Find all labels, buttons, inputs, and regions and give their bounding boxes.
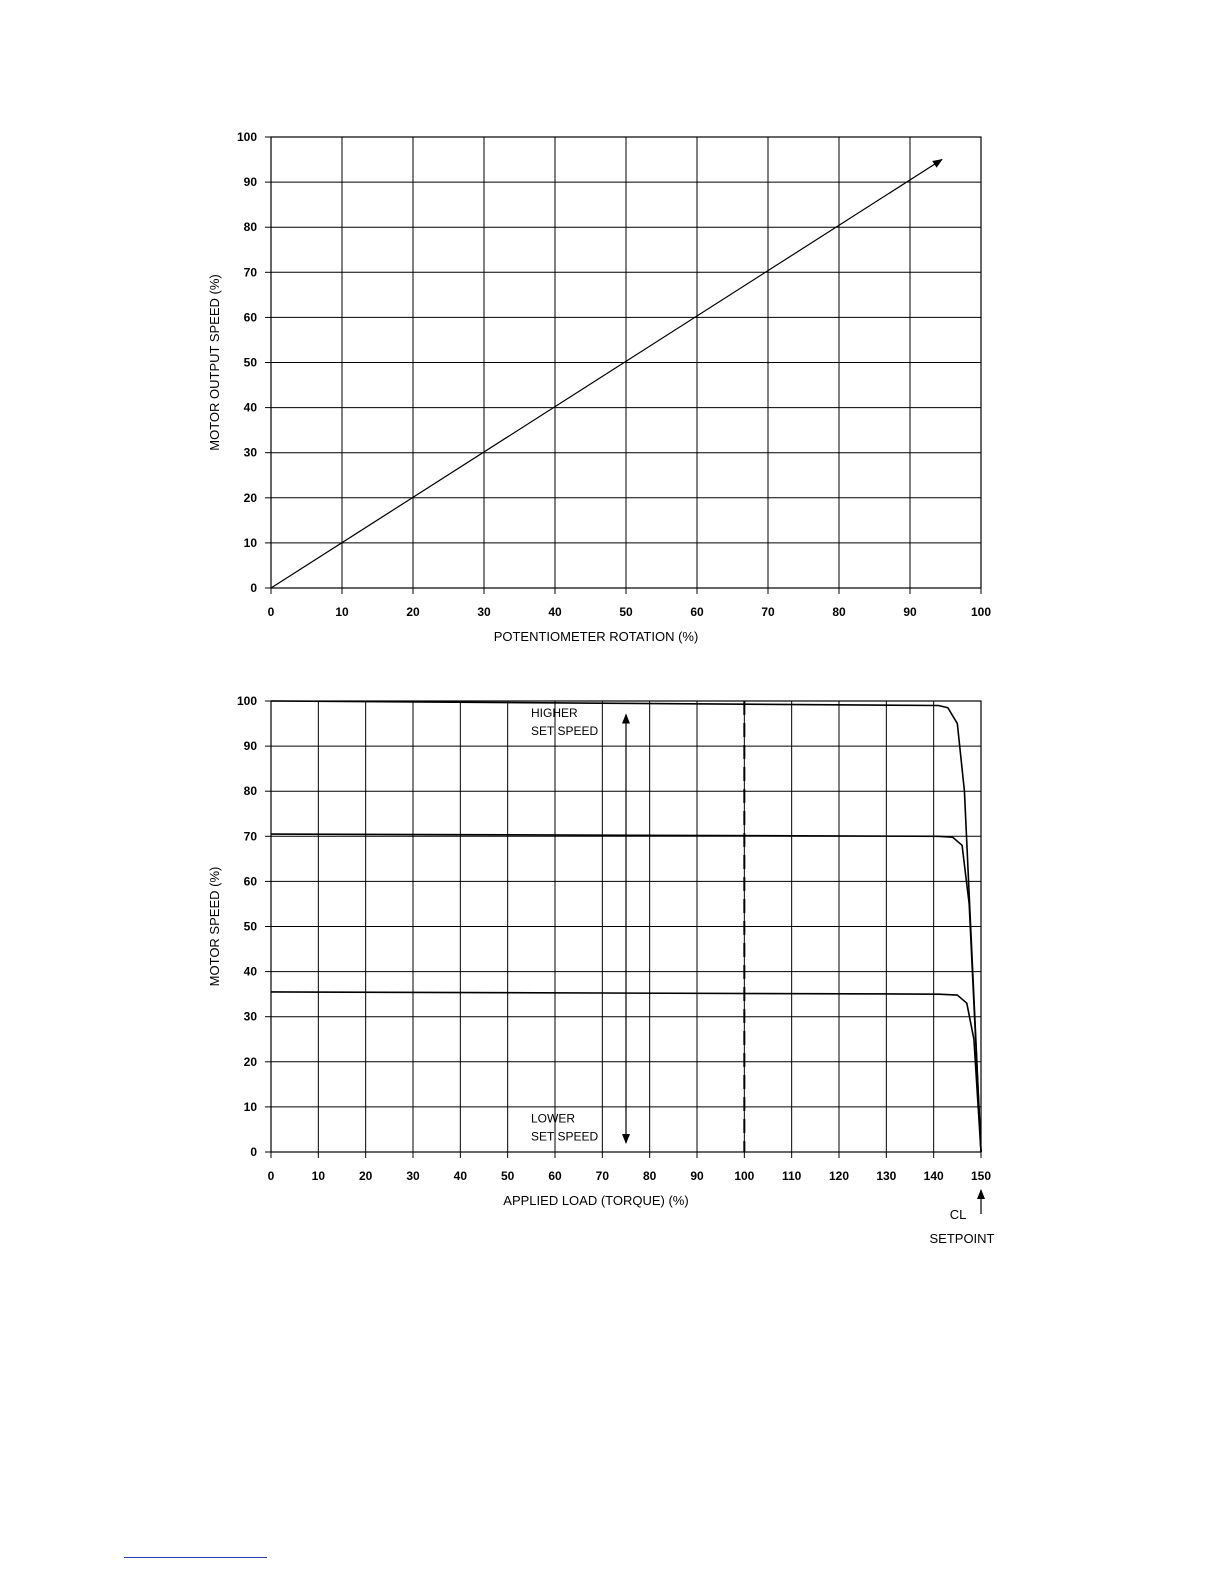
y-tick-label: 0 xyxy=(250,581,257,595)
y-tick-label: 10 xyxy=(243,535,257,550)
x-axis-label: POTENTIOMETER ROTATION (%) xyxy=(493,629,699,644)
x-tick-label: 90 xyxy=(903,605,917,619)
y-tick-label: 70 xyxy=(243,829,257,844)
footer-rule xyxy=(124,1557,267,1558)
x-tick-label: 40 xyxy=(548,605,562,619)
y-tick-label: 60 xyxy=(243,874,257,889)
x-tick-label: 70 xyxy=(595,1169,610,1183)
lower-label-line2: SET SPEED xyxy=(531,1129,599,1144)
x-tick-label: 120 xyxy=(828,1169,850,1183)
y-tick-label: 20 xyxy=(243,490,257,505)
setpoint-label: SETPOINT xyxy=(929,1231,995,1246)
y-tick-label: 40 xyxy=(243,964,257,979)
x-tick-label: 60 xyxy=(548,1169,562,1183)
y-tick-label: 0 xyxy=(250,1145,257,1159)
y-axis-label: MOTOR OUTPUT SPEED (%) xyxy=(207,274,222,451)
series-line xyxy=(271,160,942,588)
x-tick-label: 50 xyxy=(500,1169,515,1183)
y-tick-label: 80 xyxy=(243,220,257,235)
x-tick-label: 140 xyxy=(923,1169,944,1183)
higher-label-line1: HIGHER xyxy=(531,705,578,720)
y-tick-label: 30 xyxy=(243,1009,257,1024)
x-tick-label: 80 xyxy=(832,605,846,619)
x-tick-label: 50 xyxy=(619,605,633,619)
y-tick-label: 50 xyxy=(243,355,257,370)
x-tick-label: 130 xyxy=(876,1169,897,1183)
y-tick-label: 40 xyxy=(243,400,257,415)
x-tick-label: 70 xyxy=(761,605,775,619)
y-tick-label: 90 xyxy=(243,739,257,754)
x-tick-label: 40 xyxy=(453,1169,468,1183)
y-tick-label: 80 xyxy=(243,784,257,799)
potentiometer-speed-chart xyxy=(0,0,1224,680)
x-tick-label: 0 xyxy=(267,605,275,619)
x-tick-label: 90 xyxy=(690,1169,704,1183)
x-tick-label: 0 xyxy=(267,1169,275,1183)
y-tick-label: 50 xyxy=(243,919,257,934)
y-tick-label: 30 xyxy=(243,445,257,460)
higher-label-line2: SET SPEED xyxy=(531,723,599,738)
x-tick-label: 20 xyxy=(406,605,420,619)
x-tick-label: 10 xyxy=(311,1169,326,1183)
y-tick-label: 70 xyxy=(243,265,257,280)
x-tick-label: 80 xyxy=(642,1169,657,1183)
y-tick-label: 20 xyxy=(243,1054,257,1069)
x-tick-label: 100 xyxy=(970,605,992,619)
x-axis-label: APPLIED LOAD (TORQUE) (%) xyxy=(503,1193,689,1208)
cl-label: CL xyxy=(949,1207,967,1222)
x-tick-label: 60 xyxy=(690,605,704,619)
x-tick-label: 20 xyxy=(358,1169,373,1183)
x-tick-label: 110 xyxy=(781,1169,802,1183)
y-tick-label: 100 xyxy=(236,694,257,708)
lower-label-line1: LOWER xyxy=(531,1111,576,1126)
x-tick-label: 30 xyxy=(477,605,491,619)
x-tick-label: 10 xyxy=(335,605,349,619)
load-speed-chart xyxy=(0,660,1224,1280)
y-tick-label: 60 xyxy=(243,310,257,325)
x-tick-label: 100 xyxy=(734,1169,755,1183)
y-tick-label: 90 xyxy=(243,175,257,190)
y-tick-label: 100 xyxy=(236,130,257,144)
y-tick-label: 10 xyxy=(243,1099,257,1114)
x-tick-label: 30 xyxy=(406,1169,420,1183)
x-tick-label: 150 xyxy=(970,1169,992,1183)
y-axis-label: MOTOR SPEED (%) xyxy=(207,866,222,987)
